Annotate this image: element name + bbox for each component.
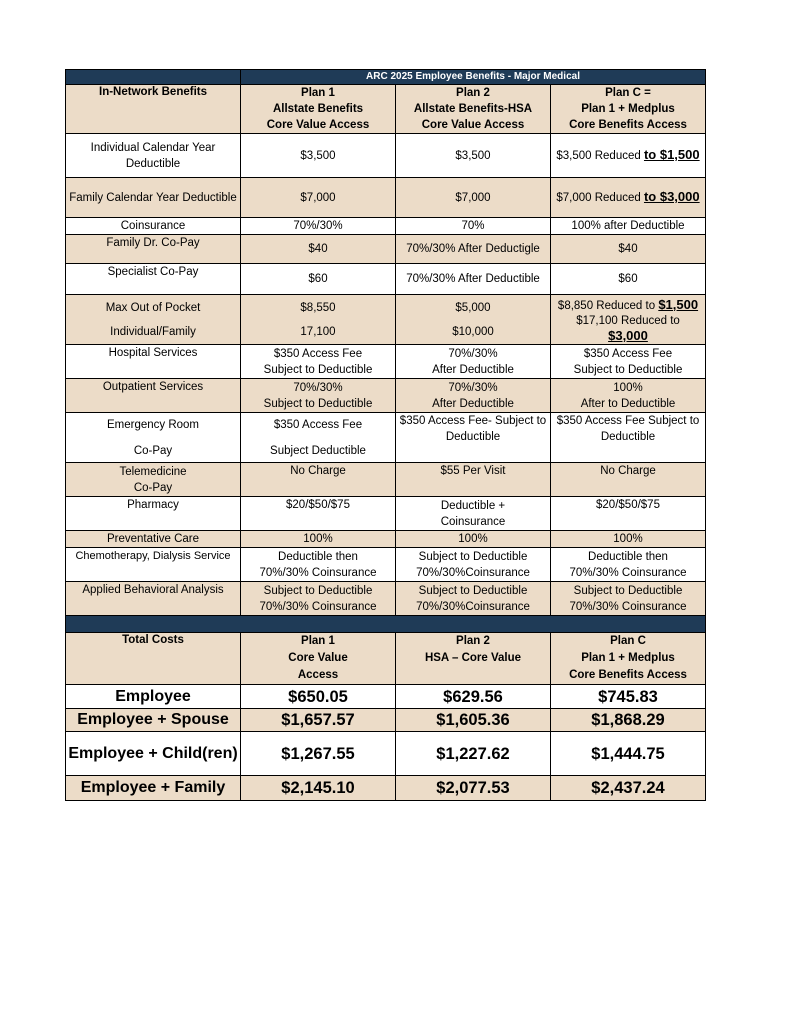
benefits-table xyxy=(65,69,706,801)
plan-c-value: 100% xyxy=(551,531,706,548)
total-costs-label: Total Costs xyxy=(66,633,241,685)
plan-c-value: 100% after Deductible xyxy=(551,218,706,235)
tier-label: Employee + Spouse xyxy=(66,709,241,732)
plan-c-value: $40 xyxy=(551,235,706,264)
plan-1-value: $40 xyxy=(241,235,396,264)
plan-2-value: $5,000 $10,000 xyxy=(396,295,551,345)
plan-c-value: No Charge xyxy=(551,463,706,497)
plan-c-cost: $745.83 xyxy=(551,685,706,709)
tier-label: Employee xyxy=(66,685,241,709)
plan-c-value: $350 Access Fee Subject to Deductible xyxy=(551,345,706,379)
plan-c-header: Plan C = Plan 1 + Medplus Core Benefits Access xyxy=(551,85,706,134)
plan-2-value: 70%/30% After Deductible xyxy=(396,264,551,295)
plan-c-value: 100% After to Deductible xyxy=(551,379,706,413)
plan-2-value: $350 Access Fee- Subject to Deductible xyxy=(396,413,551,463)
plan-c-value: Subject to Deductible 70%/30% Coinsurance xyxy=(551,582,706,616)
plan-2-cost: $2,077.53 xyxy=(396,776,551,801)
plan-c-cost: $1,868.29 xyxy=(551,709,706,732)
row-preventative-care xyxy=(66,531,706,548)
plan-2-value: Deductible + Coinsurance xyxy=(396,497,551,531)
row-label: Outpatient Services xyxy=(66,379,241,413)
row-label: Chemotherapy, Dialysis Service xyxy=(66,548,241,582)
plan-1-cost: $1,657.57 xyxy=(241,709,396,732)
plan-1-value: $60 xyxy=(241,264,396,295)
plan-2-value: 70%/30% After Deductigle xyxy=(396,235,551,264)
plan-1-value: $20/$50/$75 xyxy=(241,497,396,531)
row-label: Pharmacy xyxy=(66,497,241,531)
plan-1-cost-header: Plan 1 Core Value Access xyxy=(241,633,396,685)
row-label: Family Dr. Co-Pay xyxy=(66,235,241,264)
cost-row-employee-family xyxy=(66,776,706,801)
plan-2-value: Subject to Deductible 70%/30%Coinsurance xyxy=(396,582,551,616)
row-family-dr-copay xyxy=(66,235,706,264)
plan-1-value: $350 Access Fee Subject to Deductible xyxy=(241,345,396,379)
in-network-label: In-Network Benefits xyxy=(66,85,241,134)
row-chemotherapy-dialysis xyxy=(66,548,706,582)
row-outpatient-services xyxy=(66,379,706,413)
row-label: Hospital Services xyxy=(66,345,241,379)
row-pharmacy xyxy=(66,497,706,531)
row-label: Individual Calendar Year Deductible xyxy=(66,134,241,178)
plan-c-value: $60 xyxy=(551,264,706,295)
plan-2-value: Subject to Deductible 70%/30%Coinsurance xyxy=(396,548,551,582)
row-hospital-services xyxy=(66,345,706,379)
plan-header-row xyxy=(66,85,706,134)
row-label: Applied Behavioral Analysis xyxy=(66,582,241,616)
cost-row-employee-children xyxy=(66,732,706,776)
plan-1-header: Plan 1 Allstate Benefits Core Value Access xyxy=(241,85,396,134)
row-family-deductible xyxy=(66,178,706,218)
plan-1-value: No Charge xyxy=(241,463,396,497)
plan-1-value: 70%/30% xyxy=(241,218,396,235)
plan-1-value: Subject to Deductible 70%/30% Coinsurance xyxy=(241,582,396,616)
plan-2-value: 70%/30% After Deductible xyxy=(396,379,551,413)
plan-c-value: $3,500 Reduced to $1,500 xyxy=(551,134,706,178)
plan-c-value: $20/$50/$75 xyxy=(551,497,706,531)
plan-1-value: $8,550 17,100 xyxy=(241,295,396,345)
plan-2-value: 70% xyxy=(396,218,551,235)
plan-c-cost: $2,437.24 xyxy=(551,776,706,801)
sheet-title: ARC 2025 Employee Benefits - Major Medical xyxy=(241,70,706,85)
plan-1-value: Deductible then 70%/30% Coinsurance xyxy=(241,548,396,582)
row-max-out-of-pocket xyxy=(66,295,706,345)
plan-2-value: $7,000 xyxy=(396,178,551,218)
plan-2-value: 70%/30% After Deductible xyxy=(396,345,551,379)
plan-1-value: $3,500 xyxy=(241,134,396,178)
plan-1-value: $7,000 xyxy=(241,178,396,218)
divider-bar xyxy=(66,616,706,633)
row-specialist-copay xyxy=(66,264,706,295)
plan-c-value: Deductible then 70%/30% Coinsurance xyxy=(551,548,706,582)
plan-1-value: $350 Access Fee Subject Deductible xyxy=(241,413,396,463)
row-individual-deductible xyxy=(66,134,706,178)
row-label: Preventative Care xyxy=(66,531,241,548)
plan-2-header: Plan 2 Allstate Benefits-HSA Core Value Access xyxy=(396,85,551,134)
row-emergency-room xyxy=(66,413,706,463)
plan-c-cost-header: Plan C Plan 1 + Medplus Core Benefits Access xyxy=(551,633,706,685)
title-spacer xyxy=(66,70,241,85)
row-telemedicine xyxy=(66,463,706,497)
plan-c-cost: $1,444.75 xyxy=(551,732,706,776)
plan-2-cost: $629.56 xyxy=(396,685,551,709)
plan-1-cost: $1,267.55 xyxy=(241,732,396,776)
cost-row-employee-spouse xyxy=(66,709,706,732)
plan-1-value: 70%/30% Subject to Deductible xyxy=(241,379,396,413)
plan-1-value: 100% xyxy=(241,531,396,548)
row-label: Telemedicine Co-Pay xyxy=(66,463,241,497)
row-applied-behavioral-analysis xyxy=(66,582,706,616)
plan-2-value: $3,500 xyxy=(396,134,551,178)
plan-2-cost-header: Plan 2 HSA – Core Value xyxy=(396,633,551,685)
row-label: Emergency Room Co-Pay xyxy=(66,413,241,463)
tier-label: Employee + Child(ren) xyxy=(66,732,241,776)
plan-c-value: $7,000 Reduced to $3,000 xyxy=(551,178,706,218)
plan-1-cost: $650.05 xyxy=(241,685,396,709)
row-label: Family Calendar Year Deductible xyxy=(66,178,241,218)
tier-label: Employee + Family xyxy=(66,776,241,801)
plan-2-cost: $1,605.36 xyxy=(396,709,551,732)
plan-2-cost: $1,227.62 xyxy=(396,732,551,776)
plan-2-value: 100% xyxy=(396,531,551,548)
row-label: Specialist Co-Pay xyxy=(66,264,241,295)
section-divider xyxy=(66,616,706,633)
plan-c-value: $350 Access Fee Subject to Deductible xyxy=(551,413,706,463)
total-costs-header-row xyxy=(66,633,706,685)
plan-c-value: $8,850 Reduced to $1,500 $17,100 Reduced to $3,000 xyxy=(551,295,706,345)
row-coinsurance xyxy=(66,218,706,235)
title-row xyxy=(66,70,706,85)
plan-2-value: $55 Per Visit xyxy=(396,463,551,497)
cost-row-employee xyxy=(66,685,706,709)
benefits-sheet xyxy=(65,69,705,801)
row-label: Max Out of Pocket Individual/Family xyxy=(66,295,241,345)
row-label: Coinsurance xyxy=(66,218,241,235)
plan-1-cost: $2,145.10 xyxy=(241,776,396,801)
